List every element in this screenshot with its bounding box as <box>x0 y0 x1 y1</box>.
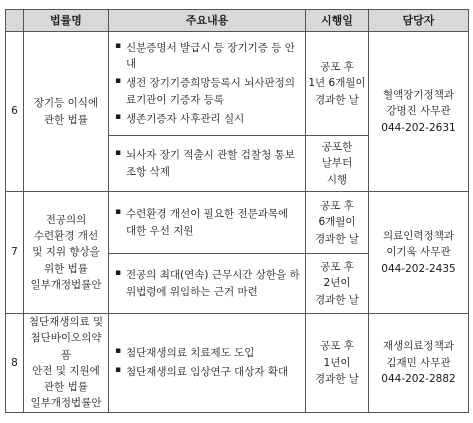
main-content <box>109 136 306 192</box>
effective-date-line: 경과한 날 <box>315 232 359 245</box>
contact-line: 044-202-2882 <box>381 372 456 385</box>
list-item: ▪ 수련환경 개선이 필요한 전문과목에 대한 우선 지원 <box>115 206 301 239</box>
main-content <box>109 314 306 413</box>
effective-date-line: 날부터 <box>321 157 353 170</box>
law-name-line: 관한 법률 <box>44 381 88 394</box>
contact-line: 강명진 사무관 <box>386 105 451 118</box>
law-name <box>24 192 109 314</box>
list-item: ▪ 첨단재생의료 임상연구 대상자 확대 <box>115 364 301 380</box>
header-row <box>6 10 469 32</box>
effective-date <box>306 32 369 136</box>
effective-date <box>306 314 369 413</box>
list-item: ▪ 생전 장기기증희망등록시 뇌사판정의료기관이 기증자 등록 <box>115 75 301 108</box>
table-row <box>6 192 469 254</box>
law-name-line: 전공의의 <box>45 213 87 226</box>
effective-date-line: 경과한 날 <box>315 93 359 106</box>
list-item: ▪ 생존기증자 사후관리 실시 <box>115 111 301 127</box>
effective-date-line: 1년 6개월이 <box>308 77 366 90</box>
law-name-line: 수련환경 개선 <box>33 230 99 243</box>
header-law-name: 법률명 <box>24 10 109 32</box>
list-item: ▪ 신분증명서 발급시 등 장기기증 등 안내 <box>115 40 301 73</box>
effective-date-line: 1년이 <box>323 356 351 369</box>
main-content <box>109 254 306 314</box>
effective-date-line: 공포 후 <box>320 261 354 274</box>
contact-line: 044-202-2435 <box>381 262 456 275</box>
list-item: ▪ 첨단재생의료 치료제도 도입 <box>115 345 301 361</box>
header-num <box>6 10 24 32</box>
contact-line: 044-202-2631 <box>381 121 456 134</box>
row-number: 7 <box>6 192 24 314</box>
effective-date-line: 경과한 날 <box>315 293 359 306</box>
table-body <box>6 32 469 413</box>
effective-date-line: 공포 후 <box>320 200 354 213</box>
header-main-content: 주요내용 <box>109 10 306 32</box>
main-content <box>109 192 306 254</box>
row-number: 8 <box>6 314 24 413</box>
contact-line: 혈액장기정책과 <box>382 89 454 102</box>
effective-date-line: 시행 <box>326 173 348 186</box>
law-name-line: 위한 법률 <box>44 262 88 275</box>
effective-date-line: 6개월이 <box>318 216 356 229</box>
effective-date <box>306 192 369 254</box>
list-item: ▪ 전공의 최대(연속) 근무시간 상한을 하위법령에 위임하는 근거 마련 <box>115 267 301 300</box>
contact-person <box>369 192 469 314</box>
table-row <box>6 314 469 413</box>
bullet-list <box>115 40 301 127</box>
contact-line: 의료인력정책과 <box>382 230 454 243</box>
bullet-list <box>115 206 301 239</box>
effective-date <box>306 254 369 314</box>
contact-person <box>369 32 469 192</box>
effective-date <box>306 136 369 192</box>
law-name-line: 일부개정법률안 <box>30 278 102 291</box>
main-content <box>109 32 306 136</box>
law-name-line: 일부개정법률안 <box>30 397 102 410</box>
law-name-line: 첨단재생의료 및 <box>28 316 104 328</box>
bullet-list <box>115 345 301 381</box>
contact-line: 이기욱 사무관 <box>386 246 451 259</box>
effective-date-line: 공포 후 <box>320 61 354 74</box>
law-name <box>24 314 109 413</box>
table-row <box>6 32 469 136</box>
header-contact: 담당자 <box>369 10 469 32</box>
contact-line: 김재민 사무관 <box>386 356 451 369</box>
law-name-line: 및 지위 향상을 <box>32 246 100 259</box>
effective-date-line: 2년이 <box>323 277 351 290</box>
bullet-list <box>115 267 301 300</box>
contact-person <box>369 314 469 413</box>
law-name-line: 장기등 이식에 <box>33 97 99 110</box>
law-table <box>5 9 469 413</box>
list-item: ▪ 뇌사자 장기 적출시 관할 검찰청 통보 조항 삭제 <box>115 147 301 180</box>
law-name-line: 안전 및 지원에 <box>32 364 100 377</box>
bullet-list <box>115 147 301 180</box>
effective-date-line: 공포한 <box>321 141 353 154</box>
contact-line: 재생의료정책과 <box>382 340 454 353</box>
row-number: 6 <box>6 32 24 192</box>
law-name-line: 관한 법률 <box>44 113 88 126</box>
law-name <box>24 32 109 192</box>
header-effective-date: 시행일 <box>306 10 369 32</box>
effective-date-line: 경과한 날 <box>315 372 359 385</box>
effective-date-line: 공포 후 <box>320 340 354 353</box>
law-name-line: 첨단바이오의약품 <box>30 332 102 361</box>
